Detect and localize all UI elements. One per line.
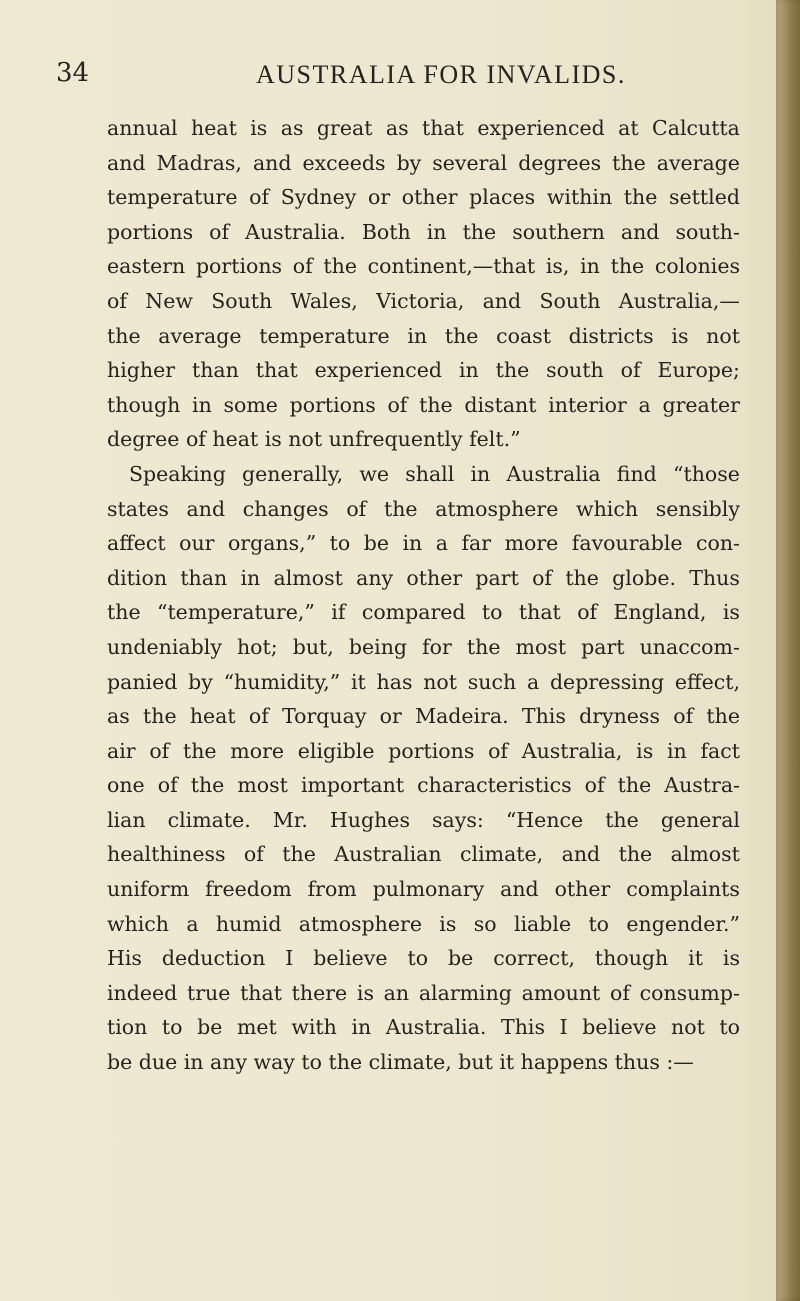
running-title: AUSTRALIA FOR INVALIDS. [256, 60, 626, 89]
text-line: dition than in almost any other part of the globe. Thus [107, 565, 740, 590]
text-line: Speaking generally, we shall in Australia find “those [129, 461, 740, 486]
text-line: and Madras, and exceeds by several degrees the average [107, 150, 740, 175]
page-edge [776, 0, 800, 1301]
text-line: though in some portions of the distant interior a greater [107, 392, 740, 417]
page-number: 34 [56, 58, 90, 88]
text-line: one of the most important characteristics of the Austra- [107, 773, 740, 798]
text-line: tion to be met with in Australia. This I believe not to [107, 1015, 740, 1040]
text-line: degree of heat is not unfrequently felt.” [107, 427, 521, 452]
text-line: portions of Australia. Both in the southern and south- [107, 219, 740, 244]
running-header [0, 58, 800, 98]
text-line: of New South Wales, Victoria, and South Australia,— [107, 288, 740, 313]
text-line: air of the more eligible portions of Australia, is in fact [107, 738, 740, 763]
text-line: uniform freedom from pulmonary and other complaints [107, 877, 740, 902]
text-line: the average temperature in the coast districts is not [107, 323, 740, 348]
text-line: states and changes of the atmosphere which sensibly [107, 496, 740, 521]
text-line: the “temperature,” if compared to that of England, is [107, 600, 740, 625]
text-line: eastern portions of the continent,—that is, in the colonies [107, 254, 740, 279]
text-line: affect our organs,” to be in a far more favourable con- [107, 531, 740, 556]
text-line: annual heat is as great as that experienced at Calcutta [107, 116, 740, 140]
text-line: temperature of Sydney or other places within the settled [107, 185, 740, 210]
text-line: which a humid atmosphere is so liable to engender.” [107, 911, 740, 936]
text-line: panied by “humidity,” it has not such a depressing effect, [107, 669, 740, 694]
text-line: lian climate. Mr. Hughes says: “Hence the general [107, 807, 740, 832]
text-line: undeniably hot; but, being for the most part unaccom- [107, 634, 740, 659]
text-line: higher than that experienced in the south of Europe; [107, 358, 740, 383]
text-line: be due in any way to the climate, but it happens thus :— [107, 1050, 694, 1075]
text-line: as the heat of Torquay or Madeira. This dryness of the [107, 704, 740, 729]
text-line: healthiness of the Australian climate, and the almost [107, 842, 740, 867]
body-text [107, 111, 740, 1080]
text-line: indeed true that there is an alarming amount of consump- [107, 980, 740, 1005]
text-line: His deduction I believe to be correct, though it is [107, 946, 740, 971]
